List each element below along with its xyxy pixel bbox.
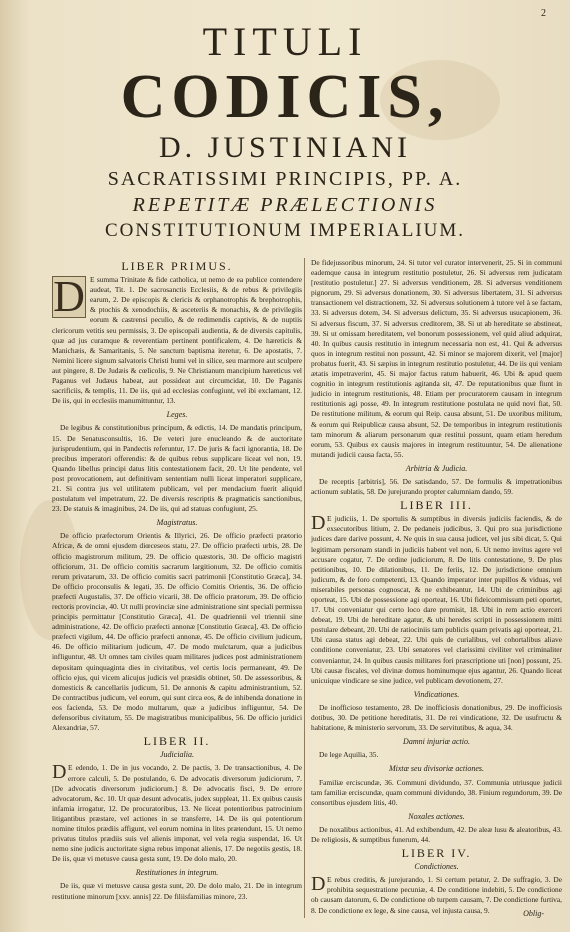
paragraph: De fidejussoribus minorum, 24. Si tutor vel curator intervenerit, 25. Si in communi eademque causa in integrum restitutio postuletur, 26. Si adversus rem judicatam [restitutio postuletur.] 27. Si adversus venditionem, 28. Si adversus venditionem pignorum, 29. Si adversus donationem, 30. Si adversus libertatem, 31. Si adversus transactionem vel distractionem, 32. Si adversus solutionem à tutore vel à se factam, 33. Si adversus dotem, 34. Si adversus delictum, 35. Si adversus usucapionem, 36. Si adversus fiscum, 37. Si adversus creditorem, 38. Si ut ab hereditate se abstineat, 39. Si ut omissam hereditatem, vel bonorum possessionem, vel quid aliud adquirat, 40. In quibus causis restitutio in integrum necessaria non est, 41. Qui & adversus quos in integrum restitui non possunt, 42. Si minor se majorem dixerit, vel [major] probatus fuerit, 43. Si sæpius in integrum restitutio postuletur, 44. De iis qui veniam ætatis impetraverint, 45. Si major factus ratum habuerit, 46. Ubi & apud quem cognitio in integrum restitutionis agitanda sit, 47. De reputationibus quæ fiunt in judicio in integrum restitutionis, 48. Etiam per procuratorem causam in integrum restitutionis agi posse, 49. In integrum restitutione postulata ne quid novi fiat, 50. De restitutione militum, & eorum qui Reip. causa absunt, 51. De uxoribus militum, & eorum qui Reipublicæ causa absunt, 52. De temporibus in integrum restitutionis tam minorum & aliarum personarum quæ restitui possunt, quam etiam heredum eorum, 53. Quibus ex causis majores in integrum restituuntur, 54. De alienatione mutandi judicii causa facta, 55. [311,258,562,459]
section-heading: Restitutiones in integrum. [135,868,219,878]
paragraph-text: E edendo, 1. De in jus vocando, 2. De pactis, 3. De transactionibus, 4. De errore calculi, 5. De postulando, 6. De advocatis diversorum judiciorum, 7. [De advocatis diversorum judiciorum.] 8. De advocatis fisci, 9. De errore advocatorum, &c. 10. Ut quæ desunt advocatis, judex suppleat, 11. Ex quibus causis infamia irrogatur, 12. De procuratoribus, 13. Ne liceat potentioribus patrocinium litigantibus præstare, vel actiones in se transferre, 14. De iis qui potentiorum nomine titulos prædiis affigunt, vel eorum nomina in lites prætendunt, 15. Ut nemo privatus titulos prædiis suis vel alienis imponat, vel vela regia suspendat, 16. Ut nemo sine judicis auctoritate signa rebus imponat alienis, 17. De negotiis gestis, 18. De iis, quæ vi metusve causa gesta sunt, 19. De dolo malo, 20. [52,763,302,864]
catchword: Oblig- [523,909,544,918]
paragraph: De legibus & constitutionibus principum, & edictis, 14. De mandatis principum, 15. De Senatusconsultis, 16. De veteri jure enucleando & de auctoritate jurisprudentium, qui in Pandectis referuntur, 17. De juris & facti ignorantia, 18. De precibus imperatori offerendis: & de quibus rebus supplicare liceat vel non, 19. Quando libellus principi datus litis contestationem facit, 20. Ut lite pendente, vel post provocationem, aut definitivam sententiam nulli liceat imperatori supplicare, 21. Si contra jus vel utilitatem publicam, vel per mendacium fuerit aliquid postulatum vel impetratum, 22. De diversis rescriptis & pragmaticis sanctionibus, 23. De statuis & imaginibus, 24. De iis, qui ad statuas confugiunt, 25. [52,423,302,514]
drop-cap: D [311,873,326,896]
paragraph-text: E rebus creditis, & jurejurando, 1. Si certum petatur, 2. De suffragio, 3. De prohibita sequestratione pecuniæ, 4. De conditione indebiti, 5. De condictione ob causam datorum, 6. De condictione ob turpem causam, 7. De condictione furtiva, 8. De condictione ex lege, & sine causa, vel injusta causa, 9. [311,875,562,915]
drop-cap: D [53,272,85,322]
section-heading: Leges. [166,410,188,420]
book-heading: LIBER IV. [401,846,472,861]
paragraph: De receptis [arbitris], 56. De satisdando, 57. De formulis & impetrationibus actionum sublatis, 58. De jurejurando propter calumniam dando, 59. [311,476,562,497]
paragraph-text: E summa Trinitate & fide catholica, ut nemo de ea publice contendere audeat, Tit. 1. De sacrosanctis Ecclesiis, & de rebus & privilegiis earum, 2. De episcopis & clericis & orphanotrophis & brephotrophis, & ptochis & xenodochiis, & asceteriis & monachis, & de privilegiis eorum & castrensi peculio, & de redimendis captivis, & de nuptiis clericorum vetitis seu permissis, 3. De episcopali audientia, & de diversis capitulis, quæ ad jus curamque & reverentiam pertinent pontificalem, 4. De hæreticis & Manichæis, & Samaritanis, 5. Ne sanctum baptisma iteretur, 6. De apostatis, 7. Nemini licere signum salvatoris Christi humi vel in silice, seu marmore aut sculpere aut pingere, 8. De Judæis & cœlicolis, 9. Ne Christianum mancipium hæreticus vel Paganus vel Judæus habeat, aut possideat aut circumcidat, 10. De Paganis sacrificiis, & templis, 11. De iis, qui ad ecclesias confugiunt, vel ibi exclamant, 12. De iis, qui in ecclesiis manumittuntur, 13. [52,275,302,406]
section-heading: Magistratus. [156,518,198,528]
book-heading: LIBER PRIMUS. [121,259,233,273]
paragraph: De inofficioso testamento, 28. De inofficiosis donationibus, 29. De inofficiosis dotibus, 30. De petitione hereditatis, 31. De rei vindicatione, 32. De usufructu & habitatione, & ministerio servorum, 33. De servitutibus, & aqua, 34. [311,702,562,733]
drop-cap: D [311,512,326,535]
left-column [52,258,302,918]
section-heading: Vindicationes. [413,689,460,699]
paragraph [311,514,562,686]
section-heading: Condictiones. [414,862,459,872]
section-heading: Judicialia. [160,750,194,760]
paragraph: De iis, quæ vi metusve causa gesta sunt, 20. De dolo malo, 21. De in integrum restitutione minorum [xxv. annis] 22. De filiisfamilias minore, 23. [52,881,302,901]
drop-cap: D [52,761,67,784]
paragraph: De lege Aquilia, 35. [319,750,379,760]
book-heading: LIBER II. [143,734,211,749]
title-line-6: CONSTITUTIONUM IMPERIALIUM. [104,220,466,241]
right-column [304,258,562,918]
title-line-5: REPETITÆ PRÆLECTIONIS [132,194,438,216]
title-line-1: TITULI [202,19,368,64]
paragraph [52,763,302,864]
title-line-2: CODICIS, [120,63,450,131]
section-heading: Damni injuriæ actio. [403,737,470,747]
paragraph: De noxalibus actionibus, 41. Ad exhibendum, 42. De aleæ lusu & aleatoribus, 43. De religiosis, & sumptibus funerum, 44. [311,824,562,844]
paragraph [52,272,302,406]
title-line-4: SACRATISSIMI PRINCIPIS, PP. A. [107,168,463,190]
page-number: 2 [541,8,546,19]
section-heading: Arbitria & Judicia. [405,463,468,473]
section-heading: Noxales actiones. [408,811,465,821]
section-heading: Mixtæ seu divisoriæ actiones. [388,764,485,774]
paragraph: De officio præfectorum Orientis & Illyrici, 26. De officio præfecti prætorio Africæ, & de omni ejusdem diœceseos statu, 27. De officio præfecti urbis, 28. De officio magistrorum militum, 29. De officio quæstoris, 30. De officio magistri officiorum, 31. De officio comitis sacrarum largitionum, 32. De officio comitis rerum privatarum, 33. De officio comitis sacri patrimonii [Constitutio Græca], 34. De officio proconsulis & legati, 35. De officio Comitis Orientis, 36. De officio præfecti Augustalis, 37. De officio vicarii, 38. De officio prætorum, 39. De officio rectoris provinciæ, 40. Ut nulli provinciæ sine administratione sint speciali permissu principis permittatur [Constitutio Græca], 41. De quadriennii vel triennii sine administratione, 42. De officio præfecti annonæ [Constitutio Græca], 43. De officio præfecti vigilum, 44. De officio præfecti annonæ, 45. De officio civilium judicum, 46. De officio militarium judicum, 47. De modo mulctarum, quæ a judicibus infliguntur, 48. Ut omnes tam civiles quam militares judices post administrationem depositam quinquaginta dies in civitatibus, vel certis locis permaneant, 49. De officio ejus, qui vicem alicujus judicis vel præsidis obtinet, 50. De assessoribus, & domesticis & cancellariis judicum, 51. De annonis & capitu administrantium, 52. De contractibus judicum, vel eorum, qui sunt circa eos, & de inhibenda donatione in eos facienda, 53. De modo multarum, quæ a judicibus infliguntur, 54. De defensoribus civitatum, 55. De magistratibus municipalibus, 56. De officio juridici Alexandriæ, 57. [52,531,302,733]
title-line-3: D. JUSTINIANI [159,131,411,164]
paragraph-text: E judiciis, 1. De sportulis & sumptibus in diversis judiciis faciendis, & de exsecutoribus litium, 2. De pedaneis judicibus, 3. Qui pro sua jurisdictione judices dare darive possunt, 4. Ne quis in sua causa judicet, vel jus sibi dicat, 5. Qui legitimam personam standi in judiciis habent vel non, 6. Ut nemo invitus agere vel accusare cogatur, 7. De ordine judiciorum, 8. De litis contestatione, 9. De plus petitionibus, 10. De dilationibus, 11. De feriis, 12. De jurisdictione omnium judicum, & de foro competenti, 13. Quando imperator inter pupillos & viduas, vel miserabiles personas cognoscat, & ne exhibeantur, 14. Ubi de criminibus agi oporteat, 15. Ubi de possessione agi oporteat, 16. Ubi fideicommissum peti oportet, 17. Ubi conveniatur qui certo loco dare promisit, 18. Ubi in rem actio exerceri debeat, 19. Ubi de hereditate agatur, & ubi heredes scripti in possessionem mitti postulare debeant, 20. Ubi de ratiociniis tam publicis quam privatis agi oporteat, 21. Ubi causa status agi debeat, 22. Ubi quis de curialibus, vel cohortalibus aliave conditione conveniatur, 23. Ubi senatores vel clarissimi civiliter vel criminaliter conveniantur, 24. In quibus causis militares fori præscriptione uti [non] possunt, 25. Ubi causæ fiscales, vel divinæ domus hominumque ejus agantur, 26. Quando liceat unicuique vindicare se sine judice, vel publicam devotionem, 27. [311,514,562,685]
paragraph: Familiæ erciscundæ, 36. Communi dividundo, 37. Communia utriusque judicii tam familiæ erciscundæ, quam communi dividundo, 38. Finium regundorum, 39. De consortibus ejusdem litis, 40. [311,777,562,807]
book-heading: LIBER III. [400,498,473,513]
